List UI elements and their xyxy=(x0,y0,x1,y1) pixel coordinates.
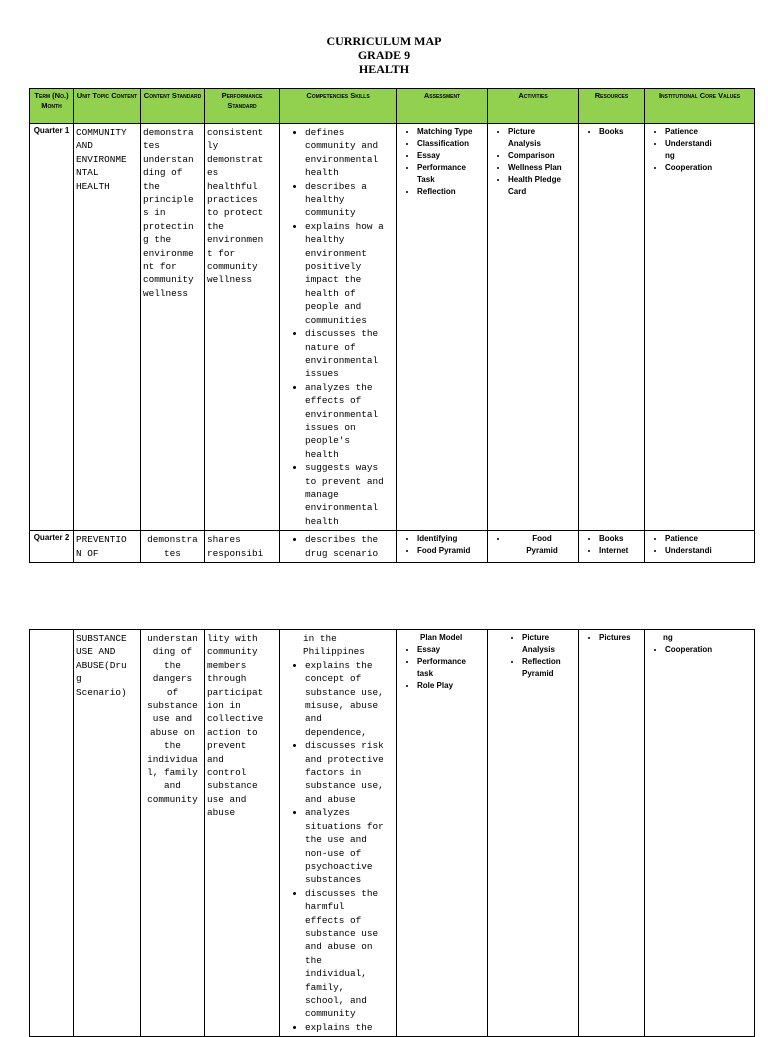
content-standard-cell: understan ding of the dangers of substance use and abuse on the individua l, family and community xyxy=(141,630,205,1037)
col-header-assessment: Assessment xyxy=(397,89,488,124)
list-item: • Patience xyxy=(665,126,752,138)
col-header-values: Institutional Core Values xyxy=(645,89,755,124)
col-header-performance: Performance Standard xyxy=(205,89,280,124)
col-header-resources: Resources xyxy=(579,89,645,124)
assessment-cell xyxy=(397,124,488,531)
competencies-list xyxy=(282,533,394,560)
core-values-cell xyxy=(645,531,755,563)
list-item: • Understandi ng xyxy=(665,138,752,162)
resources-cell xyxy=(579,531,645,563)
table-row-quarter-1 xyxy=(30,124,755,531)
competencies-cell xyxy=(280,531,397,563)
list-item: • Books xyxy=(599,533,642,545)
list-item: • Essay xyxy=(417,150,485,162)
assessment-cell xyxy=(397,531,488,563)
list-item: • explains the concept of substance use, misuse, abuse and dependence, xyxy=(305,659,394,739)
list-item: • discusses risk and protective factors in substance use, and abuse xyxy=(305,739,394,806)
col-header-content: Content Standard xyxy=(141,89,205,124)
unit-topic-cell: PREVENTIO N OF xyxy=(74,531,141,563)
list-item: • Cooperation xyxy=(665,644,752,656)
list-item: • suggests ways to prevent and manage environmental health xyxy=(305,461,394,528)
table-row-quarter-2 xyxy=(30,531,755,563)
term-cell: Quarter 1 xyxy=(30,124,74,531)
list-item: • Cooperation xyxy=(665,162,752,174)
assessment-list xyxy=(399,644,485,692)
list-item: • analyzes the effects of environmental issues on people's health xyxy=(305,381,394,461)
list-item: • Understandi xyxy=(665,545,752,557)
list-item: • Reflection Pyramid xyxy=(522,656,576,680)
list-item: • Essay xyxy=(417,644,485,656)
list-item: • Internet xyxy=(599,545,642,557)
list-item: • explains the xyxy=(305,1021,394,1034)
assessment-cell xyxy=(397,630,488,1037)
activities-list xyxy=(490,126,576,198)
competencies-cell xyxy=(280,630,397,1037)
resources-cell xyxy=(579,630,645,1037)
col-header-activities: Activities xyxy=(488,89,579,124)
list-item: • Pictures xyxy=(599,632,642,644)
core-values-cell xyxy=(645,630,755,1037)
activities-cell xyxy=(488,124,579,531)
title-line-2: GRADE 9 xyxy=(357,48,411,62)
list-item: • Food Pyramid xyxy=(508,533,576,557)
list-item: • describes a healthy community xyxy=(305,180,394,220)
activities-cell xyxy=(488,630,579,1037)
list-item: • Matching Type xyxy=(417,126,485,138)
header-row xyxy=(30,89,755,124)
list-item: • discusses the harmful effects of substance use and abuse on the individual, family, school, and community xyxy=(305,887,394,1021)
document-title xyxy=(0,34,768,76)
term-cell: Quarter 2 xyxy=(30,531,74,563)
resources-list xyxy=(581,533,642,557)
list-item: • Classification xyxy=(417,138,485,150)
competencies-lead-text: in the Philippines xyxy=(303,633,365,658)
list-item: • Health Pledge Card xyxy=(508,174,576,198)
curriculum-table-page-2 xyxy=(29,629,755,1037)
core-values-list xyxy=(647,533,752,557)
list-item: • Identifying xyxy=(417,533,485,545)
assessment-list xyxy=(399,533,485,557)
content-standard-cell: demonstra tes understan ding of the principle s in protectin g the environme nt for community wellness xyxy=(141,124,205,531)
core-values-list xyxy=(647,126,752,174)
list-item: • Patience xyxy=(665,533,752,545)
title-line-1: CURRICULUM MAP xyxy=(326,34,442,48)
assessment-lead-text: Plan Model xyxy=(420,633,463,642)
resources-list xyxy=(581,632,642,644)
term-cell xyxy=(30,630,74,1037)
competencies-list xyxy=(282,126,394,528)
activities-list xyxy=(490,632,576,680)
list-item: • Books xyxy=(599,126,642,138)
core-values-cell xyxy=(645,124,755,531)
unit-topic-cell: SUBSTANCE USE AND ABUSE(Dru g Scenario) xyxy=(74,630,141,1037)
assessment-list xyxy=(399,126,485,198)
unit-topic-cell: COMMUNITY AND ENVIRONME NTAL HEALTH xyxy=(74,124,141,531)
list-item: • Food Pyramid xyxy=(417,545,485,557)
list-item: • analyzes situations for the use and non-use of psychoactive substances xyxy=(305,806,394,886)
col-header-competencies: Competencies Skills xyxy=(280,89,397,124)
competencies-cell xyxy=(280,124,397,531)
list-item: • Picture Analysis xyxy=(522,632,576,656)
list-item: • Role Play xyxy=(417,680,485,692)
list-item: • describes the drug scenario xyxy=(305,533,394,560)
resources-list xyxy=(581,126,642,138)
activities-cell xyxy=(488,531,579,563)
core-values-lead-text: ng xyxy=(663,633,673,642)
performance-standard-cell: lity with community members through participat ion in collective action to prevent and control substance use and abuse xyxy=(205,630,280,1037)
competencies-list xyxy=(282,659,394,1034)
col-header-unit: Unit Topic Content xyxy=(74,89,141,124)
list-item: • defines community and environmental health xyxy=(305,126,394,180)
list-item: • discusses the nature of environmental issues xyxy=(305,327,394,381)
performance-standard-cell: consistent ly demonstrat es healthful practices to protect the environmen t for community wellness xyxy=(205,124,280,531)
list-item: • Picture Analysis xyxy=(508,126,576,150)
list-item: • Wellness Plan xyxy=(508,162,576,174)
list-item: • Comparison xyxy=(508,150,576,162)
list-item: • explains how a healthy environment positively impact the health of people and communities xyxy=(305,220,394,327)
content-standard-cell: demonstra tes xyxy=(141,531,205,563)
core-values-list xyxy=(647,644,752,656)
activities-list xyxy=(490,533,576,557)
col-header-term: Term (No.) Month xyxy=(30,89,74,124)
list-item: • Performance task xyxy=(417,656,485,680)
performance-standard-cell: shares responsibi xyxy=(205,531,280,563)
curriculum-table-page-1 xyxy=(29,88,755,563)
list-item: • Performance Task xyxy=(417,162,485,186)
title-line-3: HEALTH xyxy=(358,62,410,76)
resources-cell xyxy=(579,124,645,531)
list-item: • Reflection xyxy=(417,186,485,198)
table-row-quarter-2-continued xyxy=(30,630,755,1037)
